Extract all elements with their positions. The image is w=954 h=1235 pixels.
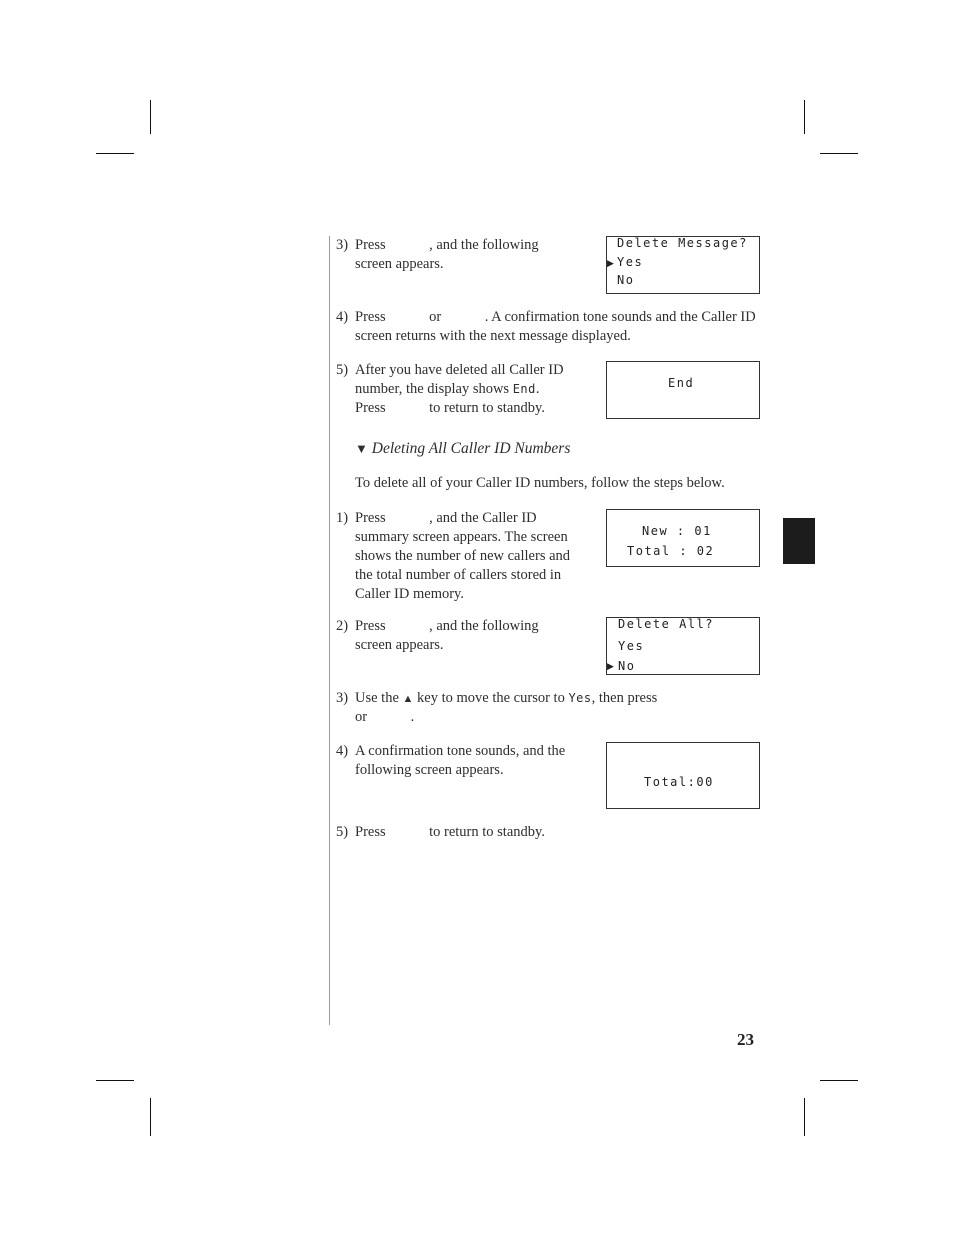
lcd-total-text: Total:00: [644, 775, 714, 789]
lcd-option-yes: Yes: [618, 639, 645, 653]
step-number: 4): [336, 309, 349, 325]
step-text: Press or . A confirmation tone sounds and the Caller ID: [355, 309, 756, 325]
crop-mark-bottom-left-horizontal: [96, 1080, 134, 1081]
step-text: screen appears.: [355, 637, 444, 653]
lcd-total-count: Total : 02: [627, 544, 715, 558]
step-number: 4): [336, 743, 349, 759]
lcd-title: Delete Message?: [617, 236, 748, 250]
crop-mark-top-right-horizontal: [820, 153, 858, 154]
lcd-new-count: New : 01: [642, 524, 712, 538]
step-text: Caller ID memory.: [355, 586, 464, 602]
step-text: shows the number of new callers and: [355, 548, 571, 564]
step-number: 2): [336, 618, 349, 634]
lcd-option-no: No: [618, 659, 636, 673]
step-text-part: key to move the cursor to: [413, 690, 569, 706]
section-heading: [355, 440, 570, 458]
lcd-option-yes: Yes: [617, 255, 644, 269]
cursor-icon: ▶: [607, 661, 614, 671]
crop-mark-bottom-right-vertical: [804, 1098, 805, 1136]
crop-mark-bottom-left-vertical: [150, 1098, 151, 1136]
step-text: Press , and the following: [355, 618, 539, 634]
step-text: [355, 380, 540, 399]
section-intro: To delete all of your Caller ID numbers, follow the steps below.: [355, 475, 725, 491]
step-text: Press to return to standby.: [355, 824, 545, 840]
lcd-title: Delete All?: [618, 617, 714, 631]
display-code: End: [512, 382, 536, 396]
display-code: Yes: [568, 691, 592, 705]
step-text: screen appears.: [355, 256, 444, 272]
up-arrow-icon: ▲: [402, 693, 414, 705]
section-tab: [783, 518, 815, 564]
lcd-option-no: No: [617, 273, 635, 287]
crop-mark-top-left-horizontal: [96, 153, 134, 154]
step-text-part: number, the display shows: [355, 381, 513, 397]
step-text: following screen appears.: [355, 762, 504, 778]
page-number: 23: [737, 1030, 754, 1049]
cursor-icon: ▶: [607, 258, 614, 268]
lcd-summary: [606, 509, 760, 567]
step-text: Press to return to standby.: [355, 400, 545, 416]
step-text: A confirmation tone sounds, and the: [355, 743, 566, 759]
step-number: 5): [336, 362, 349, 378]
step-text: summary screen appears. The screen: [355, 529, 568, 545]
step-text-part: Use the: [355, 690, 403, 706]
step-number: 3): [336, 237, 349, 253]
lcd-delete-all: [606, 617, 760, 675]
step-number: 3): [336, 690, 349, 706]
step-text: After you have deleted all Caller ID: [355, 362, 564, 378]
step-text-part: .: [535, 381, 540, 397]
lcd-end-text: End: [668, 376, 695, 390]
step-text: or .: [355, 709, 415, 725]
step-number: 1): [336, 510, 349, 526]
crop-mark-top-left-vertical: [150, 100, 151, 134]
crop-mark-top-right-vertical: [804, 100, 805, 134]
lcd-delete-message: [606, 236, 760, 294]
step-text: [355, 689, 657, 709]
step-number: 5): [336, 824, 349, 840]
step-text-part: , then press: [591, 690, 658, 706]
triangle-down-icon: ▼: [355, 441, 368, 456]
lcd-end: [606, 361, 760, 419]
lcd-total-zero: [606, 742, 760, 809]
step-text: the total number of callers stored in: [355, 567, 562, 583]
crop-mark-bottom-right-horizontal: [820, 1080, 858, 1081]
margin-rule: [329, 236, 330, 1025]
step-text: screen returns with the next message displayed.: [355, 328, 631, 344]
step-text: Press , and the following: [355, 237, 539, 253]
step-text: Press , and the Caller ID: [355, 510, 537, 526]
section-heading-text: Deleting All Caller ID Numbers: [371, 440, 571, 457]
